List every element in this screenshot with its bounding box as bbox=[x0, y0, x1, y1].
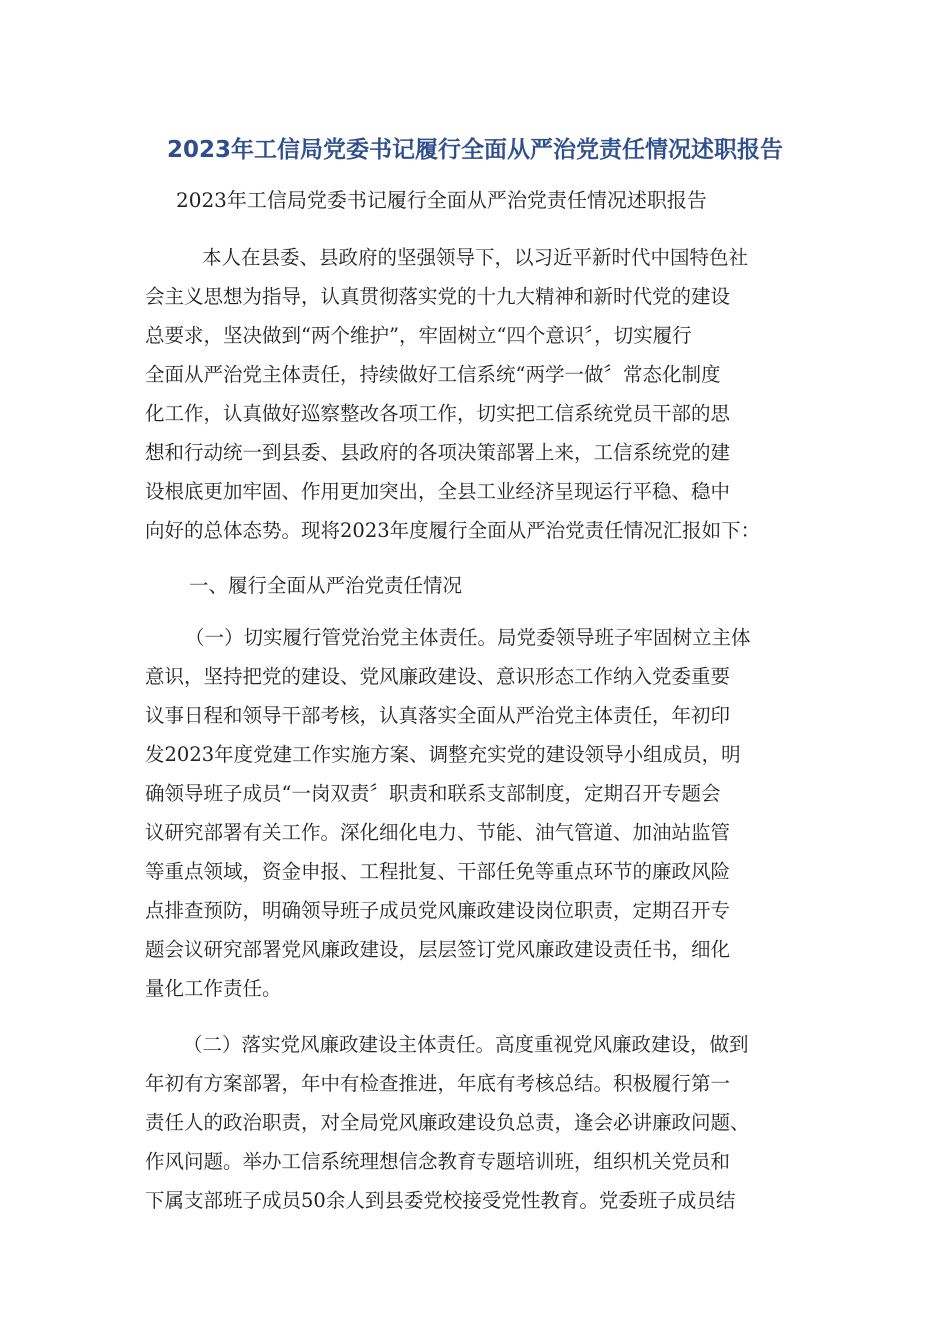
text-line: 会主义思想为指导，认真贯彻落实党的十九大精神和新时代党的建设 bbox=[145, 285, 731, 308]
section-heading-paragraph bbox=[145, 566, 805, 605]
document-subtitle: 2023年工信局党委书记履行全面从严治党责任情况述职报告 bbox=[176, 188, 707, 212]
text-line: 本人在县委、县政府的坚强领导下，以习近平新时代中国特色社 bbox=[202, 246, 749, 269]
text-line: （二）落实党风廉政建设主体责任。高度重视党风廉政建设，做到 bbox=[183, 1033, 749, 1056]
text-line: 下属支部班子成员50余人到县委党校接受党性教育。党委班子成员结 bbox=[145, 1189, 736, 1212]
text-line: （一）切实履行管党治党主体责任。局党委领导班子牢固树立主体 bbox=[185, 626, 751, 649]
text-line: 化工作，认真做好巡察整改各项工作，切实把工信系统党员干部的思 bbox=[145, 402, 731, 425]
text-line: 议事日程和领导干部考核，认真落实全面从严治党主体责任，年初印 bbox=[145, 704, 731, 727]
text-line: 作风问题。举办工信系统理想信念教育专题培训班，组织机关党员和 bbox=[145, 1150, 731, 1173]
section-1-2-paragraph bbox=[145, 1025, 805, 1220]
text-line: 发2023年度党建工作实施方案、调整充实党的建设领导小组成员，明 bbox=[145, 743, 741, 766]
text-line: 向好的总体态势。现将2023年度履行全面从严治党责任情况汇报如下： bbox=[145, 519, 761, 542]
document-title: 2023年工信局党委书记履行全面从严治党责任情况述职报告 bbox=[166, 137, 783, 163]
section-1-1-paragraph bbox=[145, 618, 805, 1008]
text-line: 想和行动统一到县委、县政府的各项决策部署上来，工信系统党的建 bbox=[145, 441, 731, 464]
text-line: 责任人的政治职责，对全局党风廉政建设负总责，逢会必讲廉政问题、 bbox=[145, 1111, 750, 1134]
text-line: 点排查预防，明确领导班子成员党风廉政建设岗位职责，定期召开专 bbox=[145, 899, 731, 922]
text-line: 议研究部署有关工作。深化细化电力、节能、油气管道、加油站监管 bbox=[145, 821, 731, 844]
section-heading: 一、履行全面从严治党责任情况 bbox=[189, 574, 463, 597]
text-line: 等重点领域，资金申报、工程批复、干部任免等重点环节的廉政风险 bbox=[145, 860, 731, 883]
text-line: 意识，坚持把党的建设、党风廉政建设、意识形态工作纳入党委重要 bbox=[145, 665, 731, 688]
text-line: 设根底更加牢固、作用更加突出，全县工业经济呈现运行平稳、稳中 bbox=[145, 480, 731, 503]
text-line: 量化工作责任。 bbox=[145, 977, 282, 1000]
text-line: 题会议研究部署党风廉政建设，层层签订党风廉政建设责任书，细化 bbox=[145, 938, 731, 961]
text-line: 总要求，坚决做到“两个维护”，牢固树立“四个意识〞，切实履行 bbox=[145, 324, 692, 347]
intro-paragraph bbox=[145, 238, 805, 550]
text-line: 年初有方案部署，年中有检查推进，年底有考核总结。积极履行第一 bbox=[145, 1072, 731, 1095]
text-line: 全面从严治党主体责任，持续做好工信系统“两学一做〞常态化制度 bbox=[145, 363, 721, 386]
text-line: 确领导班子成员“一岗双责〞职责和联系支部制度，定期召开专题会 bbox=[145, 782, 721, 805]
